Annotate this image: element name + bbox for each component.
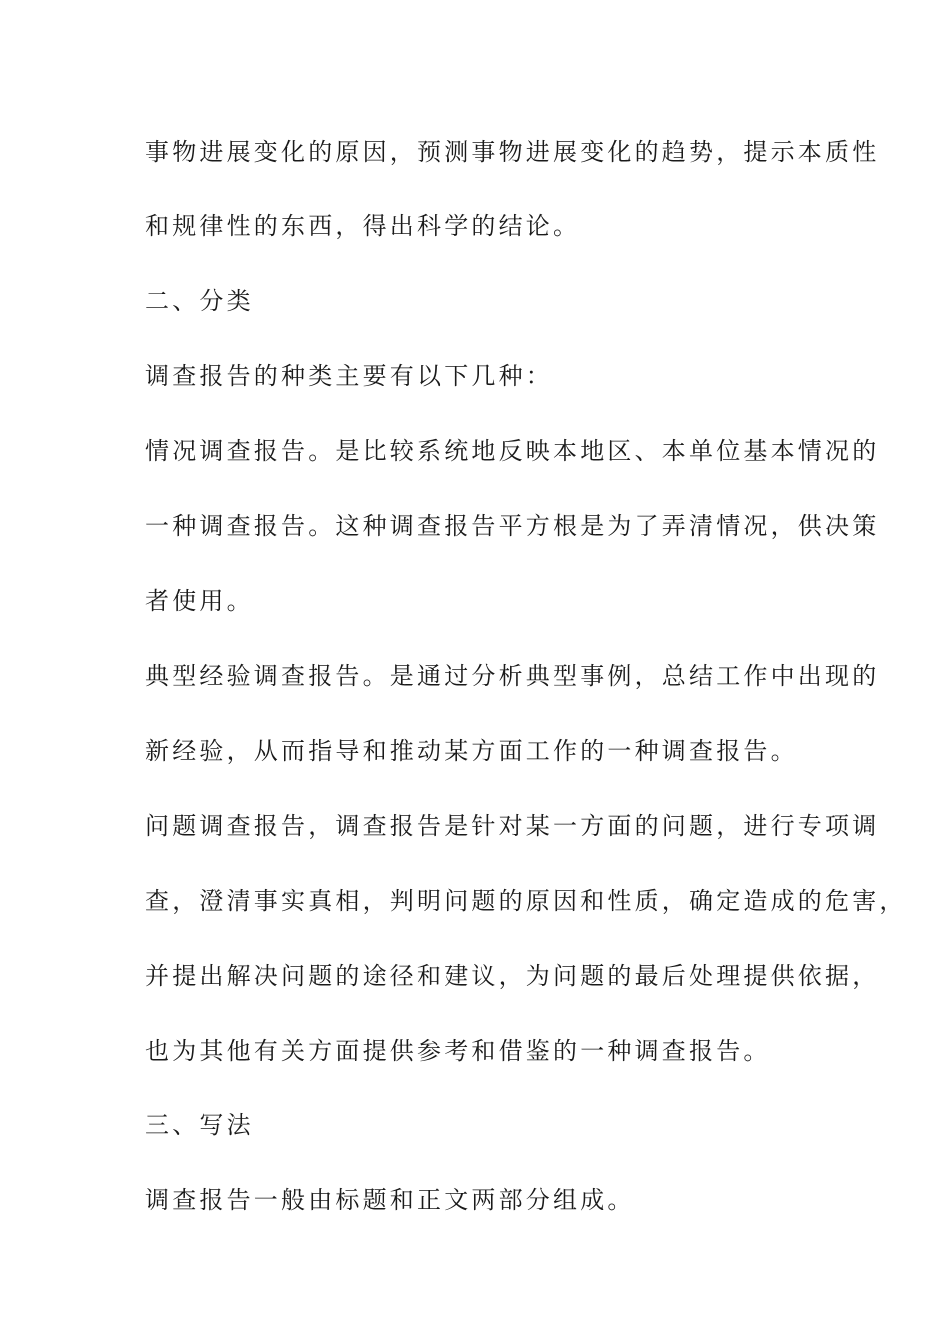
paragraph-line: 查，澄清事实真相，判明问题的原因和性质，确定造成的危害， — [145, 887, 907, 915]
paragraph-line: 典型经验调查报告。是通过分析典型事例，总结工作中出现的 — [145, 662, 880, 690]
paragraph-line: 问题调查报告，调查报告是针对某一方面的问题，进行专项调 — [145, 812, 880, 840]
paragraph-line: 并提出解决问题的途径和建议，为问题的最后处理提供依据， — [145, 962, 880, 990]
paragraph-line: 调查报告的种类主要有以下几种： — [145, 362, 553, 390]
paragraph-line: 情况调查报告。是比较系统地反映本地区、本单位基本情况的 — [145, 437, 880, 465]
paragraph-line: 调查报告一般由标题和正文两部分组成。 — [145, 1186, 635, 1214]
paragraph-line: 新经验，从而指导和推动某方面工作的一种调查报告。 — [145, 737, 798, 765]
paragraph-line: 和规律性的东西，得出科学的结论。 — [145, 212, 581, 240]
paragraph-line: 者使用。 — [145, 587, 254, 615]
section-heading-writing-method: 三、写法 — [145, 1111, 254, 1139]
paragraph-line: 一种调查报告。这种调查报告平方根是为了弄清情况，供决策 — [145, 512, 880, 540]
paragraph-line: 也为其他有关方面提供参考和借鉴的一种调查报告。 — [145, 1037, 771, 1065]
section-heading-classification: 二、分类 — [145, 287, 254, 315]
paragraph-line: 事物进展变化的原因，预测事物进展变化的趋势，提示本质性 — [145, 138, 880, 166]
